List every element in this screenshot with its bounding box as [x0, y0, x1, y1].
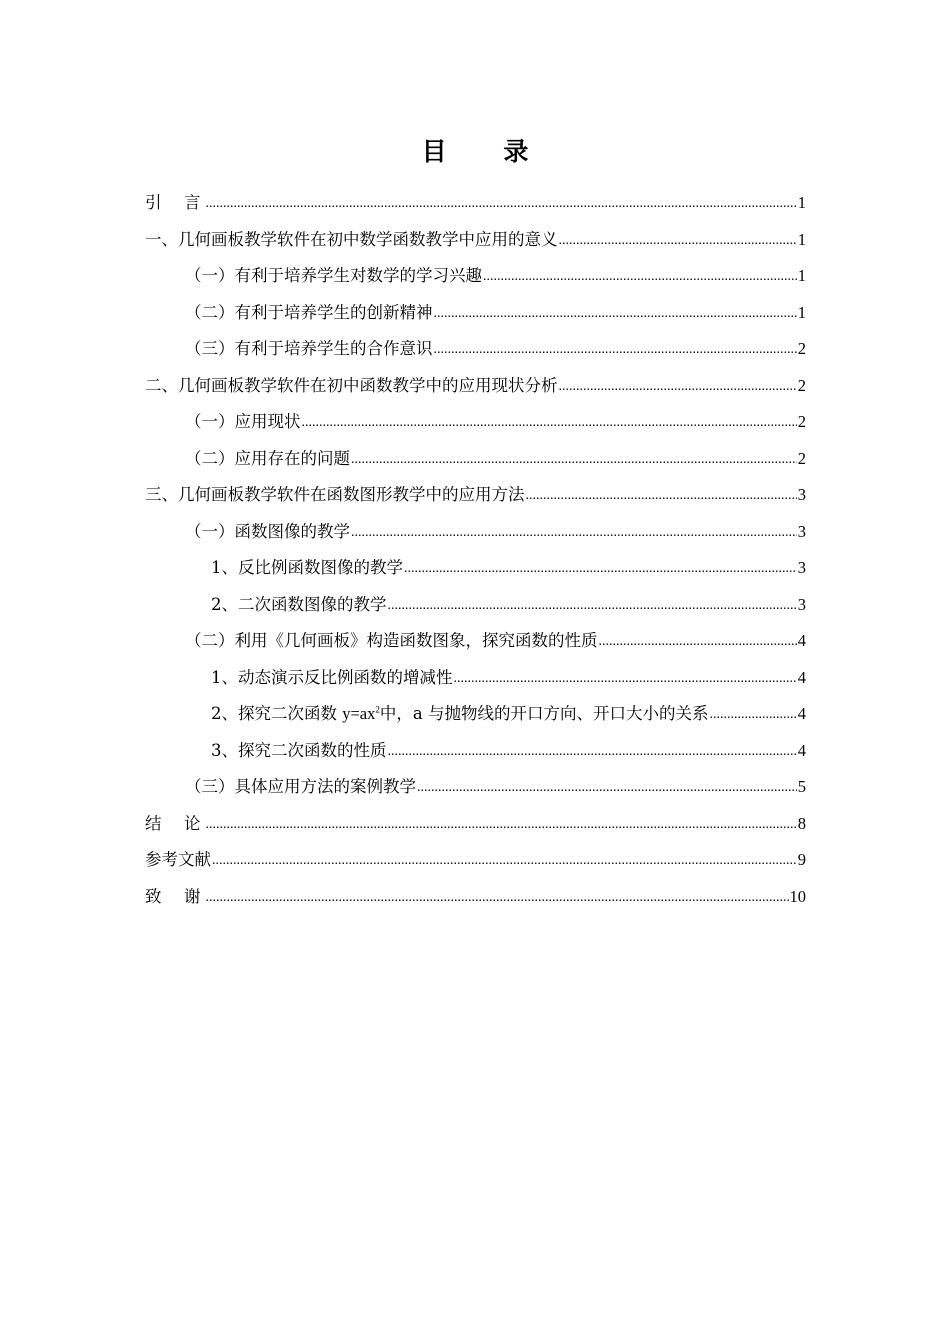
toc-page-number: 4: [797, 704, 806, 723]
toc-page-number: 2: [797, 412, 806, 431]
toc-page-number: 3: [797, 558, 806, 577]
dot-leader: [417, 771, 797, 804]
dot-leader: [559, 370, 797, 403]
toc-page-number: 4: [797, 740, 806, 760]
toc-page-number: 1: [797, 302, 806, 322]
toc-entry-label: （二）应用存在的问题: [185, 448, 350, 468]
toc-entry-label: 一、几何画板教学软件在初中数学函数教学中应用的意义: [145, 229, 558, 249]
dot-leader: [483, 260, 797, 293]
dot-leader: [302, 406, 797, 439]
toc-entry[interactable]: [145, 478, 806, 515]
toc-entry-label: [211, 697, 708, 730]
toc-entry-label: 致 谢: [145, 886, 205, 906]
dot-leader: [434, 297, 797, 330]
toc-entry[interactable]: [145, 369, 806, 406]
dot-leader: [599, 625, 797, 658]
toc-page-number: 4: [797, 667, 806, 687]
toc-entry[interactable]: [145, 186, 806, 223]
toc-entry[interactable]: [145, 843, 806, 880]
toc-page-number: 1: [797, 266, 806, 285]
toc-entry[interactable]: [145, 223, 806, 260]
dot-leader: [454, 662, 797, 695]
toc-entry[interactable]: [145, 405, 806, 442]
toc-entry-label: （一）函数图像的教学: [185, 521, 350, 541]
label-prefix: 2、探究二次函数: [211, 704, 343, 723]
toc-entry[interactable]: [145, 515, 806, 552]
toc-page-number: 10: [789, 886, 806, 906]
toc-entry[interactable]: [145, 770, 806, 807]
toc-entry[interactable]: [145, 259, 806, 296]
toc-page-number: 1: [797, 193, 806, 212]
toc-page-number: 9: [797, 850, 806, 869]
toc-entry-label: （三）具体应用方法的案例教学: [185, 777, 416, 796]
toc-entry[interactable]: [145, 332, 806, 369]
dot-leader: [351, 516, 797, 549]
toc-entry-label: （二）利用《几何画板》构造函数图象，探究函数的性质: [185, 631, 598, 650]
dot-leader: [351, 443, 797, 476]
toc-entry-label: 1、反比例函数图像的教学: [211, 558, 403, 577]
toc-entry-label: （一）应用现状: [185, 412, 301, 431]
toc-page-number: 2: [797, 375, 806, 395]
table-of-contents: [145, 186, 806, 916]
toc-page-number: 3: [797, 521, 806, 541]
dot-leader: [388, 735, 797, 768]
toc-title: 目 录: [421, 137, 553, 166]
dot-leader: [206, 187, 797, 220]
toc-entry-label: 结 论: [145, 813, 205, 833]
label-suffix: 中，a 与抛物线的开口方向、开口大小的关系: [379, 704, 709, 723]
dot-leader: [404, 552, 797, 585]
toc-entry[interactable]: [145, 588, 806, 625]
toc-page-number: 3: [797, 485, 806, 504]
toc-entry-label: 1、动态演示反比例函数的增减性: [211, 667, 453, 687]
dot-leader: [388, 589, 797, 622]
toc-page-number: 4: [797, 631, 806, 650]
toc-entry[interactable]: [145, 880, 806, 917]
dot-leader: [206, 808, 797, 841]
toc-entry[interactable]: [145, 296, 806, 333]
toc-entry-label: （三）有利于培养学生的合作意识: [185, 339, 433, 358]
dot-leader: [434, 333, 797, 366]
dot-leader: [559, 224, 797, 257]
toc-entry[interactable]: [145, 807, 806, 844]
toc-entry-label: 2、二次函数图像的教学: [211, 594, 387, 614]
toc-page-number: 1: [797, 229, 806, 249]
toc-page-number: 5: [797, 777, 806, 796]
toc-entry-label: 二、几何画板教学软件在初中函数教学中的应用现状分析: [145, 375, 558, 395]
toc-entry[interactable]: [145, 442, 806, 479]
toc-entry-label: （二）有利于培养学生的创新精神: [185, 302, 433, 322]
toc-page-number: 3: [797, 594, 806, 614]
toc-entry-label: 三、几何画板教学软件在函数图形教学中的应用方法: [145, 485, 525, 504]
toc-page-number: 2: [797, 339, 806, 358]
dot-leader: [526, 479, 797, 512]
toc-entry-label: 3、探究二次函数的性质: [211, 740, 387, 760]
toc-entry[interactable]: [145, 551, 806, 588]
toc-entry-label: 参考文献: [145, 850, 211, 869]
toc-entry[interactable]: [145, 624, 806, 661]
dot-leader: [206, 881, 789, 914]
dot-leader: [212, 844, 797, 877]
toc-page-number: 2: [797, 448, 806, 468]
toc-entry[interactable]: [145, 661, 806, 698]
toc-entry[interactable]: [145, 734, 806, 771]
toc-entry-label: 引 言: [145, 193, 205, 212]
toc-entry-label: （一）有利于培养学生对数学的学习兴趣: [185, 266, 482, 285]
toc-entry[interactable]: [145, 697, 806, 734]
dot-leader: [709, 698, 796, 731]
toc-page-number: 8: [797, 813, 806, 833]
formula: y=ax: [342, 704, 376, 723]
formula-exponent: 2: [375, 704, 380, 715]
